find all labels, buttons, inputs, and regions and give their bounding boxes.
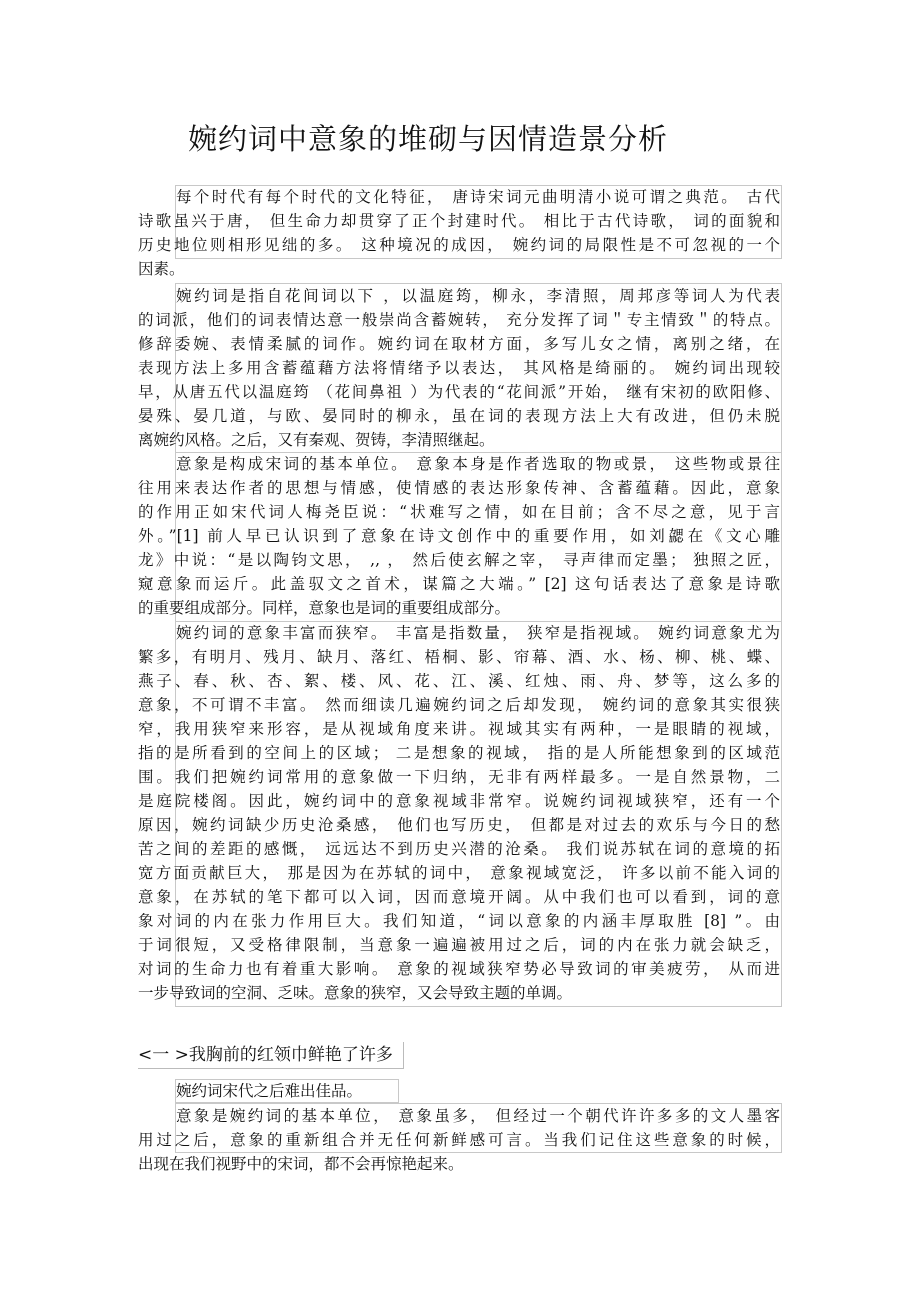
text-line: 繁多，有明月、残月、缺月、落红、梧桐、影、帘幕、酒、水、杨、柳、桃、蝶、	[138, 648, 780, 666]
text-line: 苦之间的差距的感慨， 远远达不到历史兴潜的沧桑。 我们说苏轼在词的意境的拓	[138, 840, 780, 858]
text-line: 象对词的内在张力作用巨大。我们知道，“词以意象的内涵丰厚取胜 [8] ”。由	[138, 912, 780, 930]
document-title: 婉约词中意象的堆砌与因情造景分析	[188, 122, 669, 156]
text-line: 原因，婉约词缺少历史沧桑感， 他们也写历史， 但都是对过去的欢乐与今日的愁	[138, 816, 780, 834]
text-line: 围。我们把婉约词常用的意象做一下归纳，无非有两样最多。一是自然景物，二	[138, 768, 780, 786]
text-line: 龙》中说：“是以陶钧文思， ,, ， 然后使玄解之宰， 寻声律而定墨； 独照之匠，	[138, 551, 780, 569]
text-line: 意象是构成宋词的基本单位。 意象本身是作者选取的物或景， 这些物或景往	[176, 455, 780, 473]
text-line: 指的是所看到的空间上的区域； 二是想象的视域， 指的是人所能想象到的区域范	[138, 744, 780, 762]
text-line: 婉约词的意象丰富而狭窄。 丰富是指数量， 狭窄是指视域。 婉约词意象尤为	[176, 624, 780, 642]
text-line: 燕子、春、秋、杏、絮、楼、风、花、江、溪、红烛、雨、舟、梦等，这么多的	[138, 672, 780, 690]
text-line: 晏殊、晏几道，与欧、晏同时的柳永，虽在词的表现方法上大有改进，但仍未脱	[138, 407, 780, 425]
text-line: 往用来表达作者的思想与情感，使情感的表达形象传神、含蓄蕴藉。因此，意象	[138, 479, 780, 497]
text-line: 意象，在苏轼的笔下都可以入词，因而意境开阔。从中我们也可以看到，词的意	[138, 888, 780, 906]
text-line: 出现在我们视野中的宋词，都不会再惊艳起来。	[138, 1155, 464, 1173]
text-line: 窄，我用狭窄来形容，是从视域角度来讲。视域其实有两种，一是眼睛的视域，	[138, 720, 780, 738]
text-line: 诗歌虽兴于唐， 但生命力却贯穿了正个封建时代。 相比于古代诗歌， 词的面貌和	[138, 212, 780, 230]
text-line: 对词的生命力也有着重大影响。 意象的视域狭窄势必导致词的审美疲劳， 从而进	[138, 960, 780, 978]
section-heading: <一 >我胸前的红领巾鲜艳了许多	[138, 1042, 404, 1069]
text-line: 用过之后，意象的重新组合并无任何新鲜感可言。当我们记住这些意象的时候，	[138, 1131, 780, 1149]
text-line: 婉约词是指自花间词以下 ，以温庭筠，柳永，李清照，周邦彦等词人为代表	[176, 287, 780, 305]
text-line: 窥意象而运斤。此盖驭文之首术，谋篇之大端。” [2] 这句话表达了意象是诗歌	[138, 575, 780, 593]
text-line: 意象，不可谓不丰富。 然而细读几遍婉约词之后却发现， 婉约词的意象其实很狭	[138, 696, 780, 714]
text-line: 表现方法上多用含蓄蕴藉方法将情绪予以表达， 其风格是绮丽的。 婉约词出现较	[138, 359, 780, 377]
text-line: 离婉约风格。之后，又有秦观、贺铸，李清照继起。	[138, 431, 495, 449]
text-line: 历史地位则相形见绌的多。 这种境况的成因， 婉约词的局限性是不可忽视的一个	[138, 236, 780, 254]
text-line: 是庭院楼阁。因此，婉约词中的意象视域非常窄。说婉约词视域狭窄，还有一个	[138, 792, 780, 810]
text-line: 一步导致词的空洞、乏味。意象的狭窄，又会导致主题的单调。	[138, 984, 573, 1002]
text-line: 每个时代有每个时代的文化特征， 唐诗宋词元曲明清小说可谓之典范。 古代	[176, 188, 780, 206]
text-line: 于词很短，又受格律限制，当意象一遍遍被用过之后，词的内在张力就会缺乏，	[138, 936, 780, 954]
text-line: 意象是婉约词的基本单位， 意象虽多， 但经过一个朝代许许多多的文人墨客	[176, 1107, 780, 1125]
text-line: 因素。	[138, 260, 185, 278]
text-line: 的词派，他们的词表情达意一般崇尚含蓄婉转， 充分发挥了词＂专主情致＂的特点。	[138, 311, 780, 329]
text-line: 的重要组成部分。同样，意象也是词的重要组成部分。	[138, 599, 511, 617]
text-line: 的作用正如宋代词人梅尧臣说：“状难写之情，如在目前；含不尽之意，见于言	[138, 503, 780, 521]
text-line: 早，从唐五代以温庭筠 （花间鼻祖 ）为代表的“花间派”开始， 继有宋初的欧阳修、	[138, 383, 780, 401]
text-line: 修辞委婉、表情柔腻的词作。婉约词在取材方面，多写儿女之情，离别之绪，在	[138, 335, 780, 353]
text-line: 宽方面贡献巨大， 那是因为在苏轼的词中， 意象视域宽泛， 许多以前不能入词的	[138, 864, 780, 882]
text-line: 婉约词宋代之后难出佳品。	[176, 1082, 363, 1100]
text-line: 外。”[1] 前人早已认识到了意象在诗文创作中的重要作用，如刘勰在《文心雕	[138, 527, 780, 545]
